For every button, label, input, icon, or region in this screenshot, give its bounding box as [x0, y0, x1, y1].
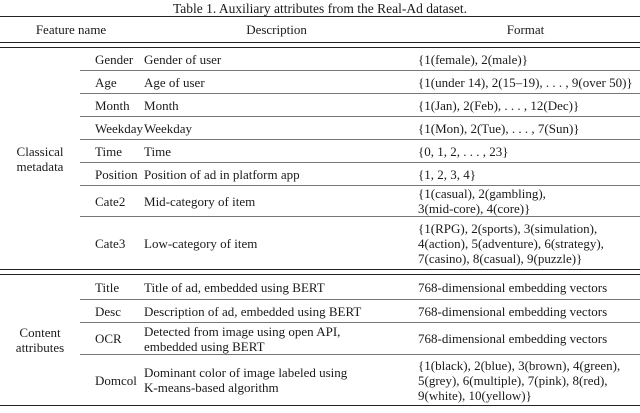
- feature-cell: Cate3: [80, 217, 142, 270]
- format-cell: {1(casual), 2(gambling), 3(mid-core), 4(core)}: [411, 186, 640, 217]
- description-cell: Position of ad in platform app: [142, 163, 411, 186]
- description-cell: Gender of user: [144, 51, 222, 67]
- feature-cell: Title: [95, 279, 120, 295]
- format-cell: {0, 1, 2, . . . , 23}: [411, 140, 640, 163]
- description-cell: Description of ad, embedded using BERT: [142, 300, 411, 323]
- description-cell: Detected from image using open API, embedded using BERT: [142, 323, 411, 355]
- group-label-content: Content attributes: [0, 275, 80, 406]
- table-caption: Table 1. Auxiliary attributes from the Real-Ad dataset.: [172, 1, 468, 16]
- table-row: [0, 71, 640, 94]
- header-feature-name: Feature name: [35, 22, 107, 37]
- table-row: [0, 300, 640, 323]
- table-row: [0, 140, 640, 163]
- header-description: Description: [246, 22, 307, 37]
- table-row: [0, 217, 640, 270]
- description-cell: Weekday: [142, 117, 411, 140]
- feature-cell: OCR: [80, 323, 142, 355]
- format-cell: {1(female), 2(male)}: [418, 51, 528, 67]
- description-cell: Time: [142, 140, 411, 163]
- header-row: [0, 17, 640, 43]
- header-format: Format: [506, 22, 545, 37]
- description-cell: Month: [142, 94, 411, 117]
- table-row: [0, 355, 640, 406]
- format-cell: {1(under 14), 2(15–19), . . . , 9(over 50)}: [411, 71, 640, 94]
- feature-cell: Cate2: [80, 186, 142, 217]
- auxiliary-attributes-table: [0, 16, 640, 406]
- format-cell: 768-dimensional embedding vectors: [411, 300, 640, 323]
- format-cell: {1, 2, 3, 4}: [411, 163, 640, 186]
- description-cell: Title of ad, embedded using BERT: [144, 279, 325, 295]
- table-row: [0, 163, 640, 186]
- table-row: [0, 275, 640, 300]
- group-label-classical: Classical metadata: [16, 143, 64, 174]
- format-cell: {1(Mon), 2(Tue), . . . , 7(Sun)}: [411, 117, 640, 140]
- description-cell: Mid-category of item: [142, 186, 411, 217]
- table-row: [0, 94, 640, 117]
- feature-cell: Time: [80, 140, 142, 163]
- feature-cell: Age: [80, 71, 142, 94]
- format-cell: {1(RPG), 2(sports), 3(simulation), 4(action), 5(adventure), 6(strategy), 7(casino), 8(casual), 9(puzzle)}: [411, 217, 640, 270]
- description-cell: Low-category of item: [142, 217, 411, 270]
- feature-cell: Domcol: [80, 355, 142, 406]
- table-row: [0, 117, 640, 140]
- feature-cell: Month: [80, 94, 142, 117]
- table-row: [0, 186, 640, 217]
- format-cell: {1(Jan), 2(Feb), . . . , 12(Dec)}: [411, 94, 640, 117]
- format-cell: 768-dimensional embedding vectors: [418, 279, 608, 295]
- description-cell: Dominant color of image labeled using K-means-based algorithm: [142, 355, 411, 406]
- description-cell: Age of user: [142, 71, 411, 94]
- format-cell: {1(black), 2(blue), 3(brown), 4(green), 5(grey), 6(multiple), 7(pink), 8(red), 9(white), 10(yellow)}: [411, 355, 640, 406]
- feature-cell: Gender: [95, 51, 134, 67]
- feature-cell: Weekday: [80, 117, 142, 140]
- format-cell: 768-dimensional embedding vectors: [411, 323, 640, 355]
- table-row: [0, 323, 640, 355]
- feature-cell: Desc: [80, 300, 142, 323]
- feature-cell: Position: [80, 163, 142, 186]
- table-row: [0, 48, 640, 71]
